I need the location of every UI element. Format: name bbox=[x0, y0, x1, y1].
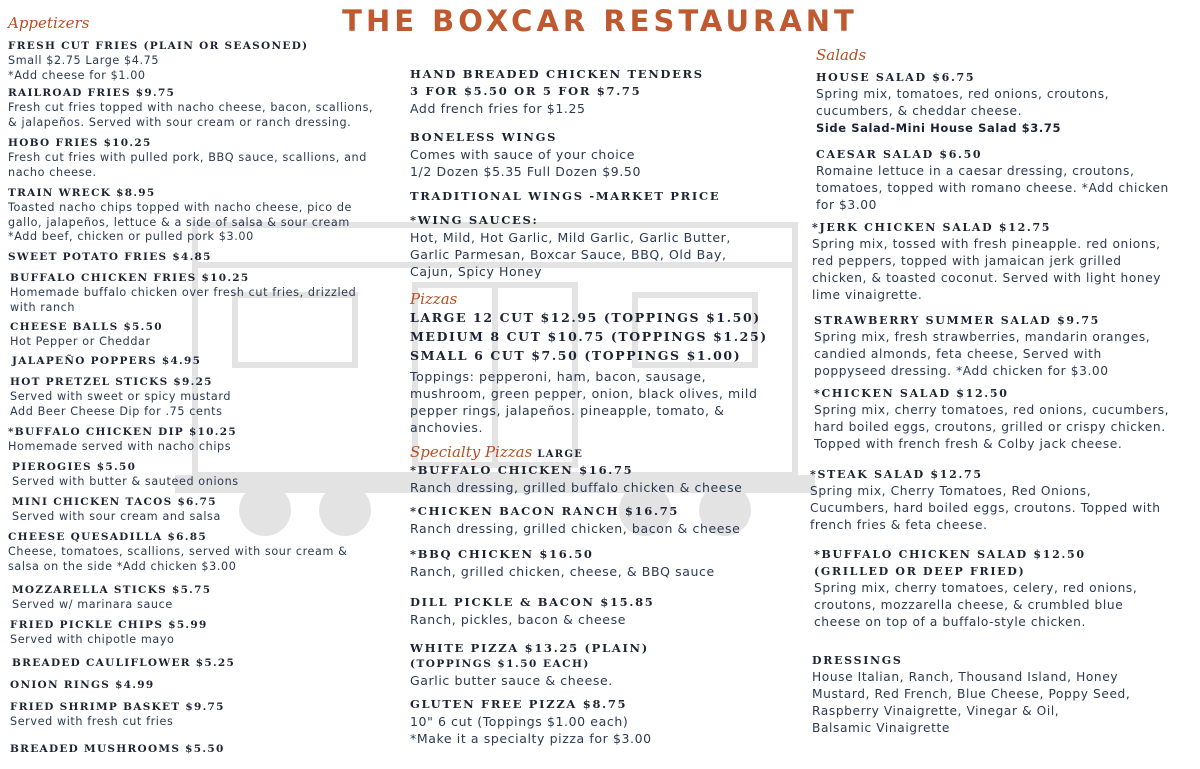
item-description: Ranch dressing, grilled buffalo chicken & cheese bbox=[410, 480, 743, 495]
menu-item-specialty-pizza bbox=[410, 640, 649, 689]
item-description: red peppers, topped with jamaican jerk grilled bbox=[812, 254, 1122, 268]
item-description: Spring mix, cherry tomatoes, red onions, cucumbers, bbox=[814, 403, 1170, 417]
item-description: Balsamic Vinaigrette bbox=[812, 721, 950, 735]
item-extra: Side Salad-Mini House Salad $3.75 bbox=[816, 121, 1062, 135]
item-description: Cheese, tomatoes, scallions, served with sour cream & bbox=[8, 545, 348, 558]
item-name: *CHICKEN BACON RANCH $16.75 bbox=[410, 504, 680, 518]
menu-item-salad bbox=[816, 69, 1109, 137]
item-subname: (GRILLED OR DEEP FRIED) bbox=[814, 565, 1026, 578]
specialty-pizzas-heading: Specialty Pizzas bbox=[410, 443, 533, 461]
menu-item-appetizer bbox=[8, 86, 373, 130]
item-description: chicken, & toasted coconut. Served with light honey bbox=[812, 271, 1162, 285]
item-description: salsa on the side *Add chicken $3.00 bbox=[8, 559, 237, 573]
item-description: Homemade buffalo chicken over fresh cut fries, drizzled bbox=[10, 286, 357, 299]
menu-item-appetizer bbox=[10, 618, 208, 648]
item-name: MOZZARELLA STICKS $5.75 bbox=[12, 584, 212, 596]
item-description: Spring mix, tossed with fresh pineapple. red onions, bbox=[812, 237, 1161, 251]
menu-item-appetizer bbox=[12, 495, 221, 525]
item-description: Spring mix, Cherry Tomatoes, Red Onions, bbox=[810, 484, 1092, 498]
item-description: Small $2.75 Large $4.75 bbox=[8, 54, 160, 67]
item-name: BREADED MUSHROOMS $5.50 bbox=[10, 743, 225, 755]
menu-item-specialty-pizza bbox=[410, 696, 652, 747]
item-name: HOBO FRIES $10.25 bbox=[8, 137, 152, 149]
menu-item-wing-sauces bbox=[410, 212, 731, 280]
item-description: gallo, jalapeños, lettuce & a side of salsa & sour cream bbox=[8, 215, 350, 229]
item-name: HAND BREADED CHICKEN TENDERS bbox=[410, 67, 704, 81]
item-name: WHITE PIZZA $13.25 (PLAIN) bbox=[410, 641, 649, 655]
item-name: TRAIN WRECK $8.95 bbox=[8, 187, 156, 199]
item-description: Served with butter & sauteed onions bbox=[12, 475, 239, 488]
item-name: HOUSE SALAD $6.75 bbox=[816, 71, 976, 84]
menu-item-salad bbox=[812, 219, 1161, 304]
item-description: Served with fresh cut fries bbox=[10, 715, 174, 728]
item-description: cheese on top of a buffalo-style chicken. bbox=[814, 615, 1086, 629]
item-description: for $3.00 bbox=[816, 198, 877, 212]
item-name: CHEESE QUESADILLA $6.85 bbox=[8, 531, 207, 543]
item-description: Ranch dressing, grilled chicken, bacon & cheese bbox=[410, 521, 741, 536]
menu-item-specialty-pizza bbox=[410, 503, 740, 537]
toppings-line: mushroom, green pepper, onion, black olives, mild bbox=[410, 386, 758, 401]
menu-item-appetizer bbox=[12, 354, 201, 369]
item-description: Fresh cut fries topped with nacho cheese, bacon, scallions, bbox=[8, 101, 374, 114]
menu-item-appetizer bbox=[10, 700, 225, 730]
item-description: lime vinaigrette. bbox=[812, 288, 923, 302]
item-description: hard boiled eggs, croutons, grilled or crispy chicken. bbox=[814, 420, 1166, 434]
item-description: poppyseed dressing. *Add chicken for $3.00 bbox=[814, 364, 1109, 378]
menu-item-appetizer bbox=[10, 375, 231, 419]
menu-item-appetizer bbox=[10, 678, 154, 693]
item-description: Romaine lettuce in a caesar dressing, croutons, bbox=[816, 164, 1135, 178]
toppings-line: anchovies. bbox=[410, 420, 484, 435]
item-name: FRESH CUT FRIES (PLAIN OR SEASONED) bbox=[8, 40, 309, 52]
item-description: Add Beer Cheese Dip for .75 cents bbox=[10, 404, 223, 418]
item-description: Served with sweet or spicy mustard bbox=[10, 390, 232, 403]
item-name: *STEAK SALAD $12.75 bbox=[810, 468, 983, 481]
restaurant-title: THE BOXCAR RESTAURANT bbox=[342, 4, 858, 38]
item-description: with ranch bbox=[10, 300, 76, 314]
item-description: Add french fries for $1.25 bbox=[410, 101, 586, 116]
pizza-sizes bbox=[410, 308, 768, 365]
menu-item-appetizer bbox=[8, 39, 308, 83]
item-name: *BUFFALO CHICKEN DIP $10.25 bbox=[8, 426, 237, 438]
item-description: Spring mix, cherry tomatoes, celery, red onions, bbox=[814, 581, 1138, 595]
salads-heading: Salads bbox=[816, 46, 867, 64]
menu-item-appetizer bbox=[8, 250, 212, 265]
item-name: RAILROAD FRIES $9.75 bbox=[8, 87, 176, 99]
item-description: Comes with sauce of your choice bbox=[410, 147, 636, 162]
item-description: croutons, mozzarella cheese, & crumbled blue bbox=[814, 598, 1124, 612]
item-name: *BUFFALO CHICKEN $16.75 bbox=[410, 463, 634, 477]
toppings-line: Toppings: pepperoni, ham, bacon, sausage, bbox=[410, 369, 707, 384]
menu-item-salad bbox=[814, 312, 1150, 380]
item-description: Ranch, pickles, bacon & cheese bbox=[410, 612, 626, 627]
item-name: BONELESS WINGS bbox=[410, 130, 558, 144]
item-description: & jalapeños. Served with sour cream or ranch dressing. bbox=[8, 115, 352, 129]
item-description: nacho cheese. bbox=[8, 165, 97, 179]
menu-item-specialty-pizza bbox=[410, 462, 742, 496]
pizza-toppings bbox=[410, 368, 757, 436]
pizza-size-medium: MEDIUM 8 CUT $10.75 (TOPPINGS $1.25) bbox=[410, 329, 768, 344]
item-name: BUFFALO CHICKEN FRIES $10.25 bbox=[10, 272, 250, 284]
item-name: DILL PICKLE & BACON $15.85 bbox=[410, 595, 655, 609]
item-description: Cucumbers, hard boiled eggs, croutons. Topped with bbox=[810, 501, 1161, 515]
item-name: ONION RINGS $4.99 bbox=[10, 679, 155, 691]
menu-item-specialty-pizza bbox=[410, 594, 654, 628]
item-description: 1/2 Dozen $5.35 Full Dozen $9.50 bbox=[410, 164, 642, 179]
item-description: french fries & feta cheese. bbox=[810, 518, 988, 532]
pizza-size-large: LARGE 12 CUT $12.95 (TOPPINGS $1.50) bbox=[410, 310, 761, 325]
item-description: *Add beef, chicken or pulled pork $3.00 bbox=[8, 230, 254, 243]
item-description: Ranch, grilled chicken, cheese, & BBQ sauce bbox=[410, 564, 715, 579]
appetizers-heading: Appetizers bbox=[8, 14, 90, 32]
toppings-line: pepper rings, jalapeños. pineapple, tomato, & bbox=[410, 403, 725, 418]
item-name: *JERK CHICKEN SALAD $12.75 bbox=[812, 221, 1052, 234]
item-name: 3 FOR $5.50 OR 5 FOR $7.75 bbox=[410, 84, 642, 98]
menu-item-appetizer bbox=[8, 186, 352, 245]
item-description: Hot Pepper or Cheddar bbox=[10, 335, 151, 348]
item-description: Garlic butter sauce & cheese. bbox=[410, 673, 613, 688]
item-name: SWEET POTATO FRIES $4.85 bbox=[8, 251, 212, 263]
item-description: Mustard, Red French, Blue Cheese, Poppy Seed, bbox=[812, 687, 1131, 701]
item-description: Spring mix, tomatoes, red onions, croutons, bbox=[816, 87, 1110, 101]
menu-item-salad bbox=[814, 546, 1137, 631]
menu-item-specialty-pizza bbox=[410, 546, 715, 580]
item-name: FRIED PICKLE CHIPS $5.99 bbox=[10, 619, 208, 631]
menu-item-chicken-tenders bbox=[410, 66, 704, 117]
item-description: 10" 6 cut (Toppings $1.00 each) bbox=[410, 714, 629, 729]
menu-item-appetizer bbox=[10, 742, 225, 757]
item-description: Toasted nacho chips topped with nacho cheese, pico de bbox=[8, 201, 353, 214]
item-description: Fresh cut fries with pulled pork, BBQ sauce, scallions, and bbox=[8, 151, 367, 164]
item-description: Topped with french fresh & Colby jack cheese. bbox=[814, 437, 1123, 451]
item-description: Served with sour cream and salsa bbox=[12, 510, 221, 523]
item-description: cucumbers, & cheddar cheese. bbox=[816, 104, 1023, 118]
item-name: CAESAR SALAD $6.50 bbox=[816, 148, 983, 161]
menu-item-appetizer bbox=[8, 136, 367, 180]
menu-item-traditional-wings bbox=[410, 188, 720, 205]
item-description: Served w/ marinara sauce bbox=[12, 598, 173, 611]
specialty-pizzas-size: LARGE bbox=[537, 449, 584, 460]
item-description: *Add cheese for $1.00 bbox=[8, 68, 146, 82]
item-description: Garlic Parmesan, Boxcar Sauce, BBQ, Old Bay, bbox=[410, 247, 727, 262]
item-description: Spring mix, fresh strawberries, mandarin oranges, bbox=[814, 330, 1151, 344]
pizzas-heading: Pizzas bbox=[410, 290, 458, 308]
menu-item-appetizer bbox=[8, 530, 347, 574]
item-name: *BBQ CHICKEN $16.50 bbox=[410, 547, 594, 561]
specialty-pizzas-header bbox=[410, 442, 583, 461]
item-name: *CHICKEN SALAD $12.50 bbox=[814, 387, 1009, 400]
item-name: BREADED CAULIFLOWER $5.25 bbox=[12, 657, 236, 669]
menu-item-appetizer bbox=[12, 460, 239, 490]
item-description: Served with chipotle mayo bbox=[10, 633, 175, 646]
item-name: JALAPEÑO POPPERS $4.95 bbox=[12, 355, 202, 367]
item-name: HOT PRETZEL STICKS $9.25 bbox=[10, 376, 213, 388]
menu-item-salad bbox=[816, 146, 1169, 214]
item-description: *Make it a specialty pizza for $3.00 bbox=[410, 731, 652, 746]
item-name: CHEESE BALLS $5.50 bbox=[10, 321, 163, 333]
item-name: FRIED SHRIMP BASKET $9.75 bbox=[10, 701, 225, 713]
item-subname: (TOPPINGS $1.50 EACH) bbox=[410, 658, 590, 670]
item-name: DRESSINGS bbox=[812, 654, 903, 667]
item-description: Hot, Mild, Hot Garlic, Mild Garlic, Garlic Butter, bbox=[410, 230, 731, 245]
menu-item-salad bbox=[810, 466, 1161, 534]
item-description: candied almonds, feta cheese, Served with bbox=[814, 347, 1102, 361]
item-description: Homemade served with nacho chips bbox=[8, 440, 232, 453]
menu-item-boneless-wings bbox=[410, 129, 641, 180]
item-description: Raspberry Vinaigrette, Vinegar & Oil, bbox=[812, 704, 1060, 718]
item-description: House Italian, Ranch, Thousand Island, Honey bbox=[812, 670, 1119, 684]
item-name: GLUTEN FREE PIZZA $8.75 bbox=[410, 697, 628, 711]
menu-item-appetizer bbox=[10, 320, 163, 350]
menu-item-appetizer bbox=[8, 425, 237, 455]
item-name: PIEROGIES $5.50 bbox=[12, 461, 137, 473]
pizza-size-small: SMALL 6 CUT $7.50 (TOPPINGS $1.00) bbox=[410, 348, 742, 363]
menu-item-salad bbox=[814, 385, 1169, 453]
menu-item-appetizer bbox=[10, 271, 356, 315]
item-name: *BUFFALO CHICKEN SALAD $12.50 bbox=[814, 548, 1086, 561]
item-name: STRAWBERRY SUMMER SALAD $9.75 bbox=[814, 314, 1101, 327]
item-name: TRADITIONAL WINGS -MARKET PRICE bbox=[410, 189, 721, 203]
menu-item-appetizer bbox=[12, 656, 235, 671]
menu-item-appetizer bbox=[12, 583, 211, 613]
item-description: tomatoes, topped with romano cheese. *Add chicken bbox=[816, 181, 1169, 195]
item-name: MINI CHICKEN TACOS $6.75 bbox=[12, 496, 217, 508]
item-description: Cajun, Spicy Honey bbox=[410, 264, 543, 279]
menu-item-salad bbox=[812, 652, 1130, 737]
item-name: *WING SAUCES: bbox=[410, 213, 539, 227]
